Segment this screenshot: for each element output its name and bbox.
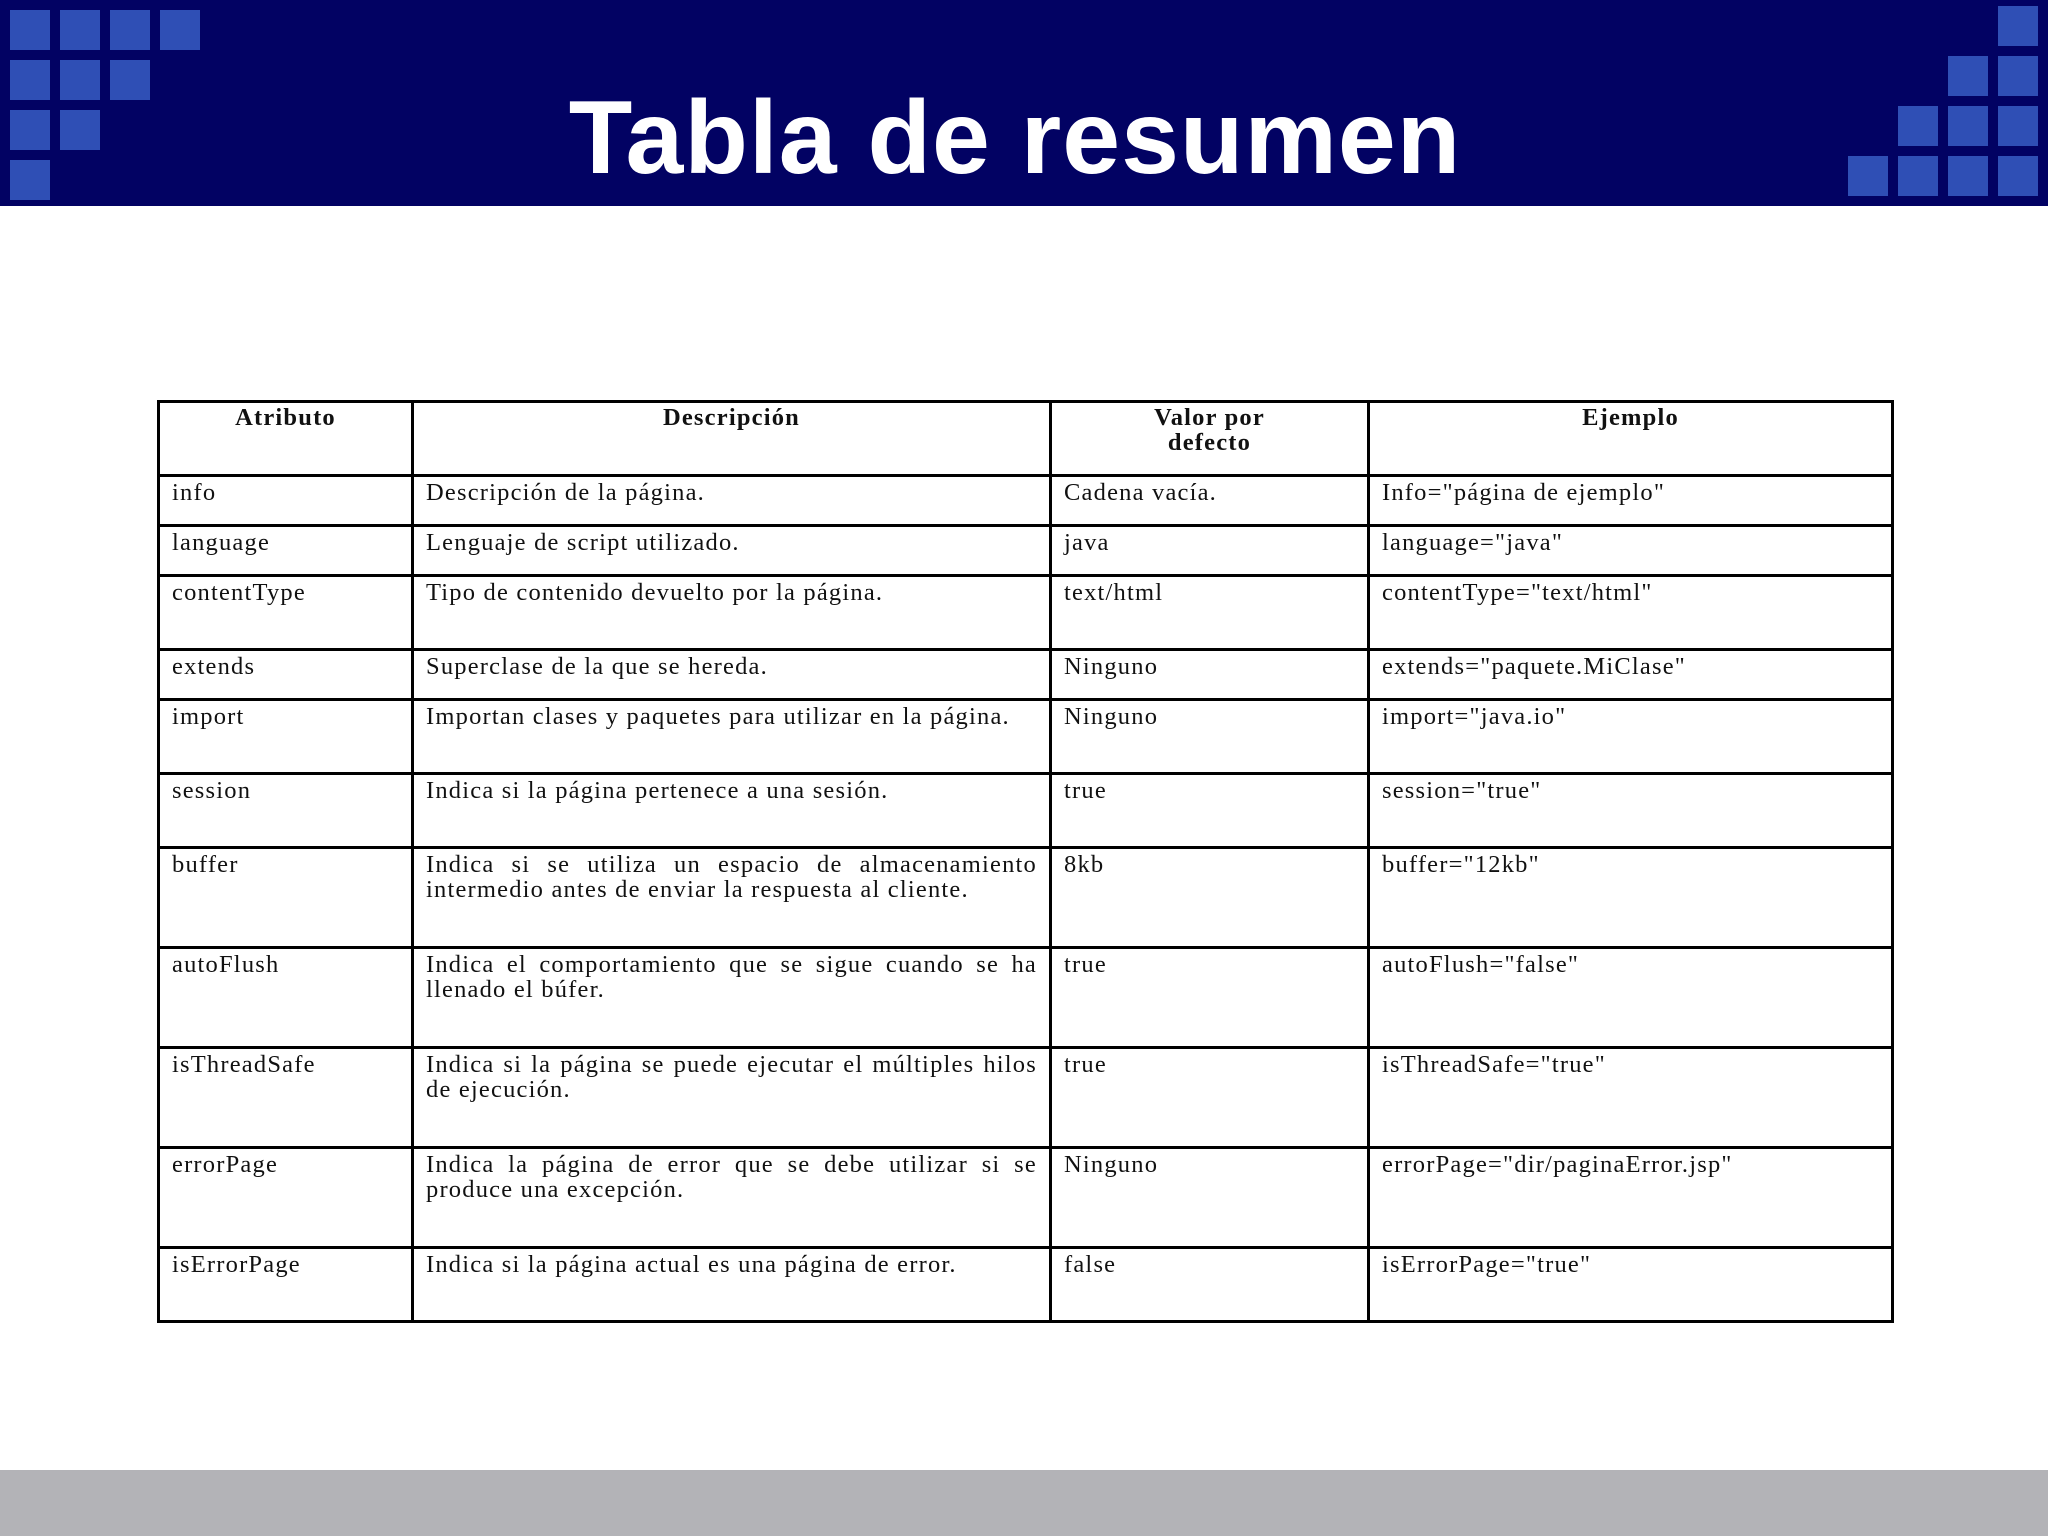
cell-ejemplo: language="java" — [1369, 526, 1893, 576]
table-row — [159, 1148, 1893, 1248]
slide-footer-band — [0, 1470, 2048, 1536]
slide-title: Tabla de resumen — [568, 80, 1462, 196]
cell-atributo: import — [159, 700, 413, 774]
table-row — [159, 476, 1893, 526]
table-row — [159, 526, 1893, 576]
summary-table — [157, 400, 1894, 1323]
column-header-valor-por-defecto: Valor por defecto — [1051, 402, 1369, 476]
table-row — [159, 700, 1893, 774]
cell-atributo: extends — [159, 650, 413, 700]
cell-valor-por-defecto: Ninguno — [1051, 650, 1369, 700]
cell-atributo: buffer — [159, 848, 413, 948]
table-header-row — [159, 402, 1893, 476]
column-header-atributo: Atributo — [159, 402, 413, 476]
table-row — [159, 650, 1893, 700]
table-row — [159, 576, 1893, 650]
cell-ejemplo: contentType="text/html" — [1369, 576, 1893, 650]
column-header-descripcion: Descripción — [413, 402, 1051, 476]
cell-descripcion: Importan clases y paquetes para utilizar en la página. — [413, 700, 1051, 774]
decor-square — [160, 10, 200, 50]
table-row — [159, 1248, 1893, 1322]
cell-atributo: contentType — [159, 576, 413, 650]
table-row — [159, 948, 1893, 1048]
cell-valor-por-defecto: java — [1051, 526, 1369, 576]
cell-descripcion: Lenguaje de script utilizado. — [413, 526, 1051, 576]
decor-square — [10, 10, 50, 50]
cell-descripcion: Superclase de la que se hereda. — [413, 650, 1051, 700]
cell-descripcion: Tipo de contenido devuelto por la página. — [413, 576, 1051, 650]
cell-atributo: info — [159, 476, 413, 526]
cell-descripcion: Indica el comportamiento que se sigue cuando se ha llenado el búfer. — [413, 948, 1051, 1048]
table-row — [159, 848, 1893, 948]
cell-descripcion: Indica si la página se puede ejecutar el múltiples hilos de ejecución. — [413, 1048, 1051, 1148]
cell-valor-por-defecto: Ninguno — [1051, 1148, 1369, 1248]
cell-ejemplo: autoFlush="false" — [1369, 948, 1893, 1048]
cell-ejemplo: isThreadSafe="true" — [1369, 1048, 1893, 1148]
cell-descripcion: Indica la página de error que se debe utilizar si se produce una excepción. — [413, 1148, 1051, 1248]
decor-square — [1998, 6, 2038, 46]
cell-ejemplo: buffer="12kb" — [1369, 848, 1893, 948]
table-row — [159, 774, 1893, 848]
cell-ejemplo: session="true" — [1369, 774, 1893, 848]
cell-atributo: isErrorPage — [159, 1248, 413, 1322]
cell-ejemplo: errorPage="dir/paginaError.jsp" — [1369, 1148, 1893, 1248]
cell-atributo: language — [159, 526, 413, 576]
table-row — [159, 1048, 1893, 1148]
cell-descripcion: Indica si la página actual es una página de error. — [413, 1248, 1051, 1322]
cell-valor-por-defecto: Cadena vacía. — [1051, 476, 1369, 526]
cell-valor-por-defecto: true — [1051, 774, 1369, 848]
cell-atributo: errorPage — [159, 1148, 413, 1248]
cell-descripcion: Indica si se utiliza un espacio de almacenamiento intermedio antes de enviar la respuesta al cliente. — [413, 848, 1051, 948]
column-header-ejemplo: Ejemplo — [1369, 402, 1893, 476]
cell-ejemplo: import="java.io" — [1369, 700, 1893, 774]
cell-valor-por-defecto: true — [1051, 1048, 1369, 1148]
cell-descripcion: Indica si la página pertenece a una sesión. — [413, 774, 1051, 848]
decor-square — [60, 10, 100, 50]
cell-valor-por-defecto: false — [1051, 1248, 1369, 1322]
cell-ejemplo: isErrorPage="true" — [1369, 1248, 1893, 1322]
decor-square — [110, 10, 150, 50]
cell-valor-por-defecto: text/html — [1051, 576, 1369, 650]
cell-descripcion: Descripción de la página. — [413, 476, 1051, 526]
cell-valor-por-defecto: 8kb — [1051, 848, 1369, 948]
cell-ejemplo: extends="paquete.MiClase" — [1369, 650, 1893, 700]
cell-atributo: isThreadSafe — [159, 1048, 413, 1148]
cell-atributo: autoFlush — [159, 948, 413, 1048]
cell-atributo: session — [159, 774, 413, 848]
cell-ejemplo: Info="página de ejemplo" — [1369, 476, 1893, 526]
cell-valor-por-defecto: true — [1051, 948, 1369, 1048]
cell-valor-por-defecto: Ninguno — [1051, 700, 1369, 774]
